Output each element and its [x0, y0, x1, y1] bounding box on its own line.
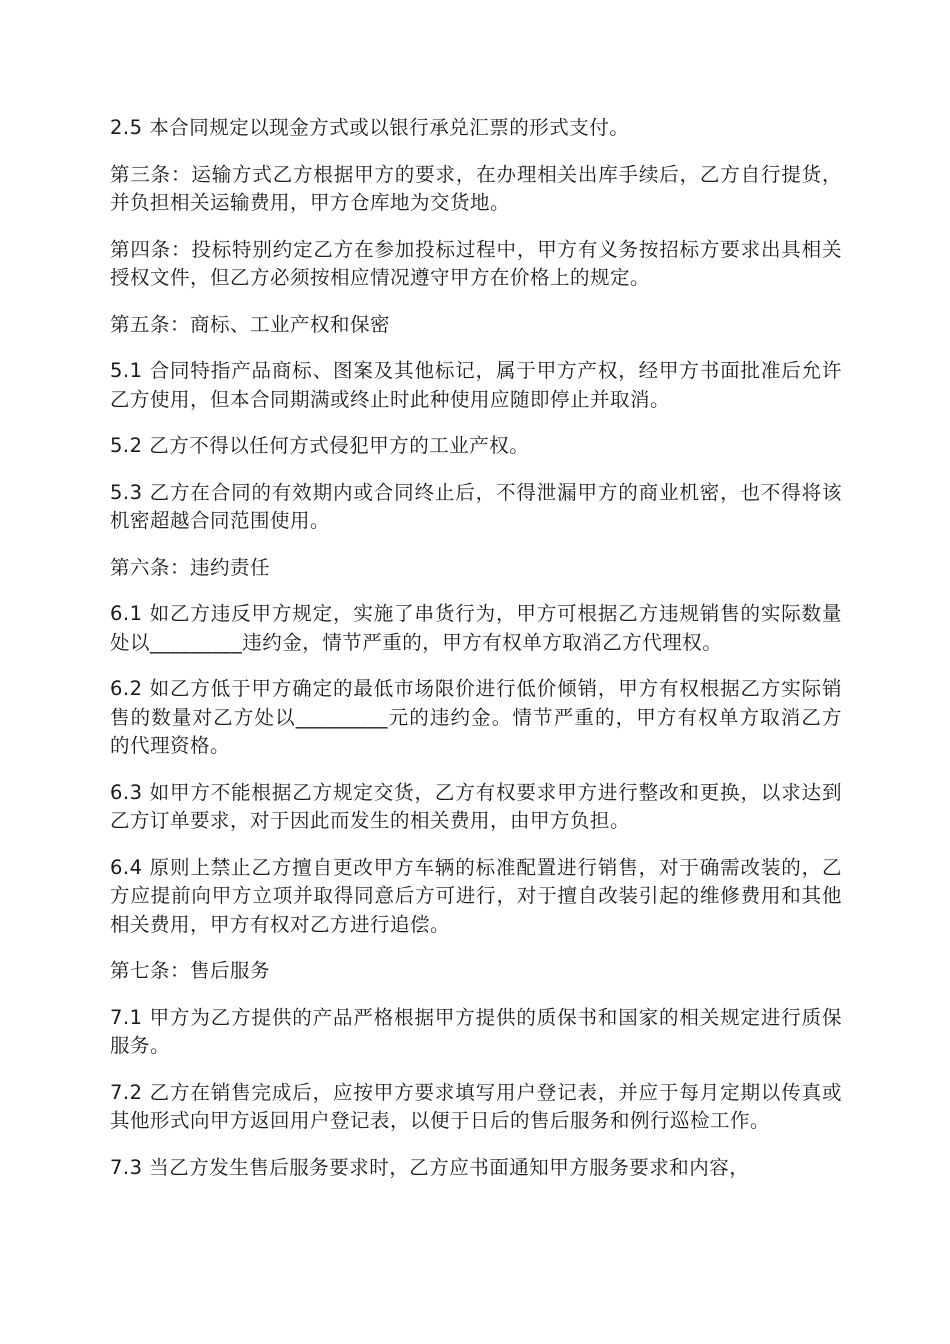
- paragraph-7-1: 7.1 甲方为乙方提供的产品严格根据甲方提供的质保书和国家的相关规定进行质保服务。: [110, 1005, 842, 1057]
- paragraph-5-3: 5.3 乙方在合同的有效期内或合同终止后，不得泄漏甲方的商业机密，也不得将该机密超越合同范围使用。: [110, 480, 842, 532]
- paragraph-2-5: 2.5 本合同规定以现金方式或以银行承兑汇票的形式支付。: [110, 116, 630, 139]
- paragraph-7-3: 7.3 当乙方发生售后服务要求时，乙方应书面通知甲方服务要求和内容，: [110, 1155, 750, 1179]
- paragraph-6-4: 6.4 原则上禁止乙方擅自更改甲方车辆的标准配置进行销售，对于确需改装的，乙方应提前向甲方立项并取得同意后方可进行，对于擅自改装引起的维修费用和其他相关费用，甲方有权对乙方进行追偿。: [110, 855, 842, 936]
- article-5-heading: 第五条：商标、工业产权和保密: [110, 312, 391, 336]
- document-page: [110, 114, 842, 1200]
- article-3-transport: 第三条：运输方式乙方根据甲方的要求，在办理相关出库手续后，乙方自行提货，并负担相关运输费用，甲方仓库地为交货地。: [110, 162, 842, 214]
- paragraph-6-1: 6.1 如乙方违反甲方规定，实施了串货行为，甲方可根据乙方违规销售的实际数量处以_________违约金，情节严重的，甲方有权单方取消乙方代理权。: [110, 602, 842, 654]
- article-7-heading: 第七条：售后服务: [110, 959, 271, 982]
- paragraph-5-2: 5.2 乙方不得以任何方式侵犯甲方的工业产权。: [110, 434, 530, 457]
- article-4-bidding: 第四条：投标特别约定乙方在参加投标过程中，甲方有义务按招标方要求出具相关授权文件，但乙方必须按相应情况遵守甲方在价格上的规定。: [110, 237, 842, 289]
- article-6-heading: 第六条：违约责任: [110, 555, 271, 579]
- paragraph-7-2: 7.2 乙方在销售完成后，应按甲方要求填写用户登记表，并应于每月定期以传真或其他形式向甲方返回用户登记表，以便于日后的售后服务和例行巡检工作。: [110, 1080, 842, 1132]
- paragraph-6-2: 6.2 如乙方低于甲方确定的最低市场限价进行低价倾销，甲方有权根据乙方实际销售的数量对乙方处以_________元的违约金。情节严重的，甲方有权单方取消乙方的代理资格。: [110, 677, 842, 757]
- paragraph-5-1: 5.1 合同特指产品商标、图案及其他标记，属于甲方产权，经甲方书面批准后允许乙方使用，但本合同期满或终止时此种使用应随即停止并取消。: [110, 359, 842, 411]
- paragraph-6-3: 6.3 如甲方不能根据乙方规定交货，乙方有权要求甲方进行整改和更换，以求达到乙方订单要求，对于因此而发生的相关费用，由甲方负担。: [110, 780, 842, 832]
